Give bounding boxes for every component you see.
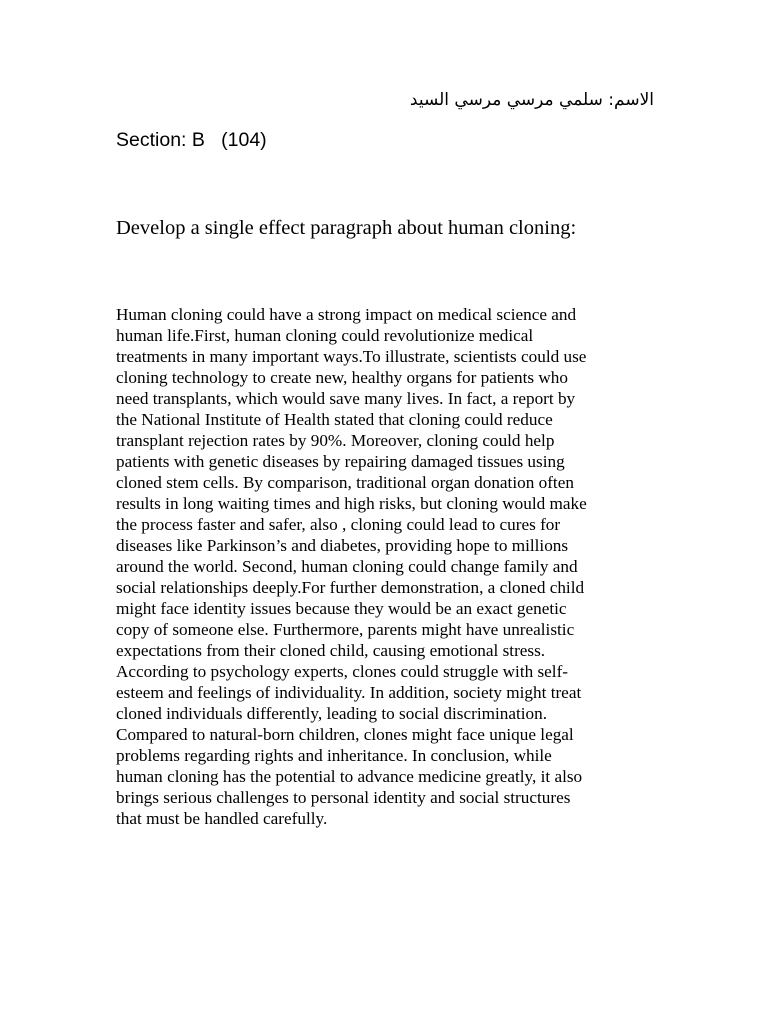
paragraph-line: that must be handled carefully. — [116, 809, 328, 828]
paragraph-line: esteem and feelings of individuality. In addition, society might treat — [116, 683, 582, 702]
paragraph-line: cloned individuals differently, leading to social discrimination. — [116, 704, 548, 723]
paragraph-line: problems regarding rights and inheritance. In conclusion, while — [116, 746, 552, 765]
paragraph-line: brings serious challenges to personal identity and social structures — [116, 788, 571, 807]
paragraph-line: Compared to natural-born children, clones might face unique legal — [116, 725, 574, 744]
section-label: Section: B (104) — [116, 129, 267, 151]
paragraph-line: around the world. Second, human cloning could change family and — [116, 557, 578, 576]
paragraph-line: results in long waiting times and high risks, but cloning would make — [116, 494, 587, 513]
paragraph-line: transplant rejection rates by 90%. Moreover, cloning could help — [116, 431, 555, 450]
paragraph-line: need transplants, which would save many lives. In fact, a report by — [116, 389, 576, 408]
paragraph-line: treatments in many important ways.To illustrate, scientists could use — [116, 347, 587, 366]
assignment-prompt: Develop a single effect paragraph about human cloning: — [116, 217, 577, 239]
paragraph-line: human life.First, human cloning could revolutionize medical — [116, 326, 534, 345]
paragraph-line: cloning technology to create new, healthy organs for patients who — [116, 368, 568, 387]
paragraph-line: diseases like Parkinson’s and diabetes, providing hope to millions — [116, 536, 569, 555]
paragraph-line: the process faster and safer, also , cloning could lead to cures for — [116, 515, 561, 534]
paragraph-line: cloned stem cells. By comparison, traditional organ donation often — [116, 473, 574, 492]
paragraph-line: expectations from their cloned child, causing emotional stress. — [116, 641, 546, 660]
essay-paragraph — [116, 304, 656, 829]
student-name: الاسم: سلمي مرسي مرسي السيد — [409, 90, 654, 110]
paragraph-line: might face identity issues because they would be an exact genetic — [116, 599, 567, 618]
paragraph-line: According to psychology experts, clones could struggle with self- — [116, 662, 569, 681]
paragraph-line: copy of someone else. Furthermore, parents might have unrealistic — [116, 620, 575, 639]
paragraph-line: human cloning has the potential to advance medicine greatly, it also — [116, 767, 583, 786]
paragraph-line: social relationships deeply.For further demonstration, a cloned child — [116, 578, 585, 597]
paragraph-line: the National Institute of Health stated that cloning could reduce — [116, 410, 553, 429]
paragraph-line: patients with genetic diseases by repairing damaged tissues using — [116, 452, 565, 471]
paragraph-line: Human cloning could have a strong impact on medical science and — [116, 305, 577, 324]
